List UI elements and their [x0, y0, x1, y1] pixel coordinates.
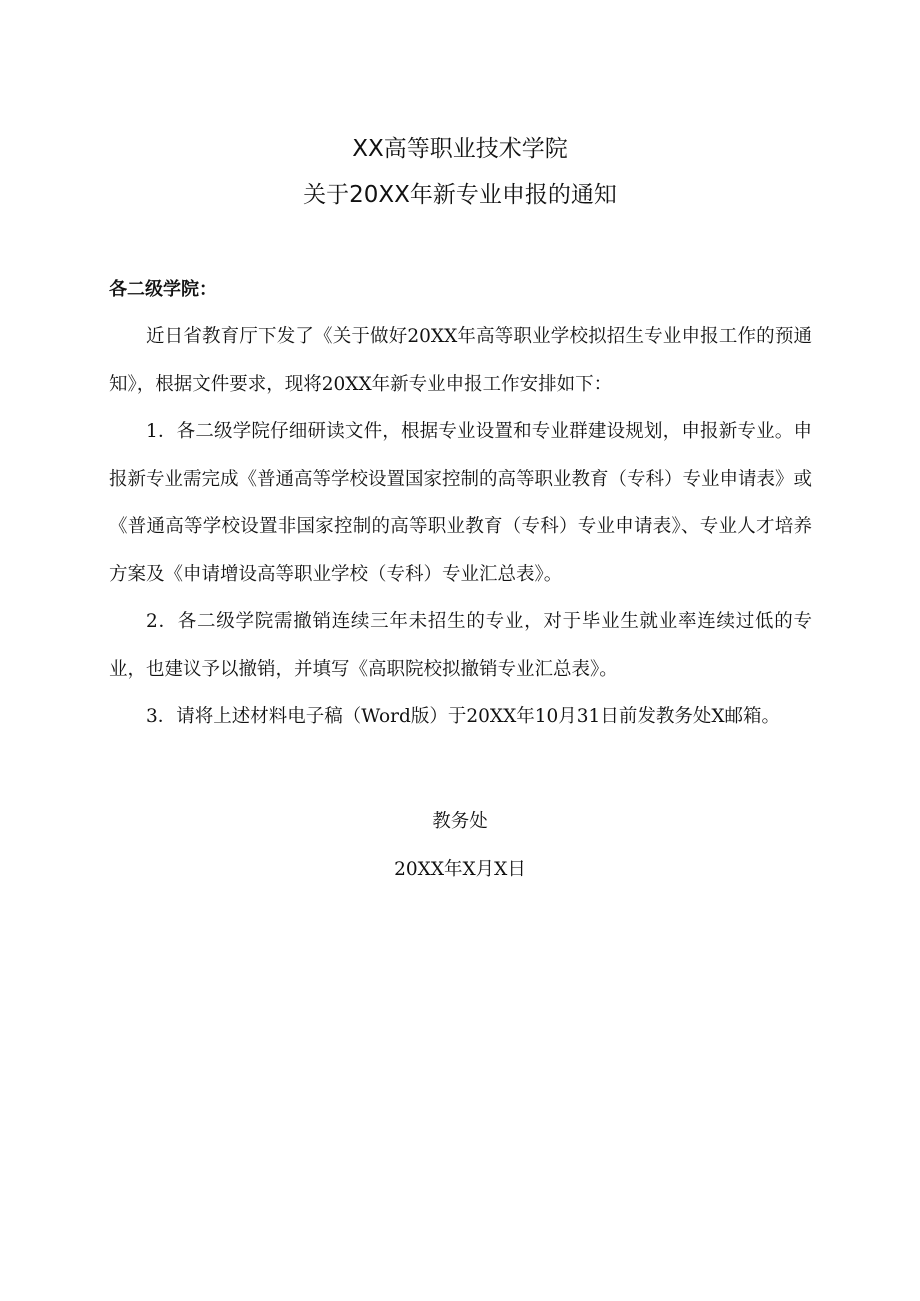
salutation: 各二级学院：: [109, 279, 217, 300]
title-subject: 关于20XX年新专业申报的通知: [303, 182, 617, 208]
document-body: [109, 266, 812, 741]
paragraph-item-3: 3．请将上述材料电子稿（Word版）于20XX年10月31日前发教务处X邮箱。: [146, 706, 780, 727]
paragraph-item-1: 1．各二级学院仔细研读文件，根据专业设置和专业群建设规划，申报新专业。申报新专业需完成《普通高等学校设置国家控制的高等职业教育（专科）专业申请表》或《普通高等学校设置非国家控制的高等职业教育（专科）专业申请表》、专业人才培养方案及《申请增设高等职业学校（专科）专业汇总表》。: [109, 421, 813, 585]
signature-date: 20XX年X月X日: [394, 859, 526, 880]
paragraph-intro: 近日省教育厅下发了《关于做好20XX年高等职业学校拟招生专业申报工作的预通知》，根据文件要求，现将20XX年新专业申报工作安排如下：: [109, 326, 812, 395]
document-title: [0, 126, 920, 218]
title-institution: XX高等职业技术学院: [352, 136, 568, 162]
paragraph-item-2: 2．各二级学院需撤销连续三年未招生的专业，对于毕业生就业率连续过低的专业，也建议予以撤销，并填写《高职院校拟撤销专业汇总表》。: [109, 611, 812, 680]
signature-office: 教务处: [432, 811, 488, 832]
